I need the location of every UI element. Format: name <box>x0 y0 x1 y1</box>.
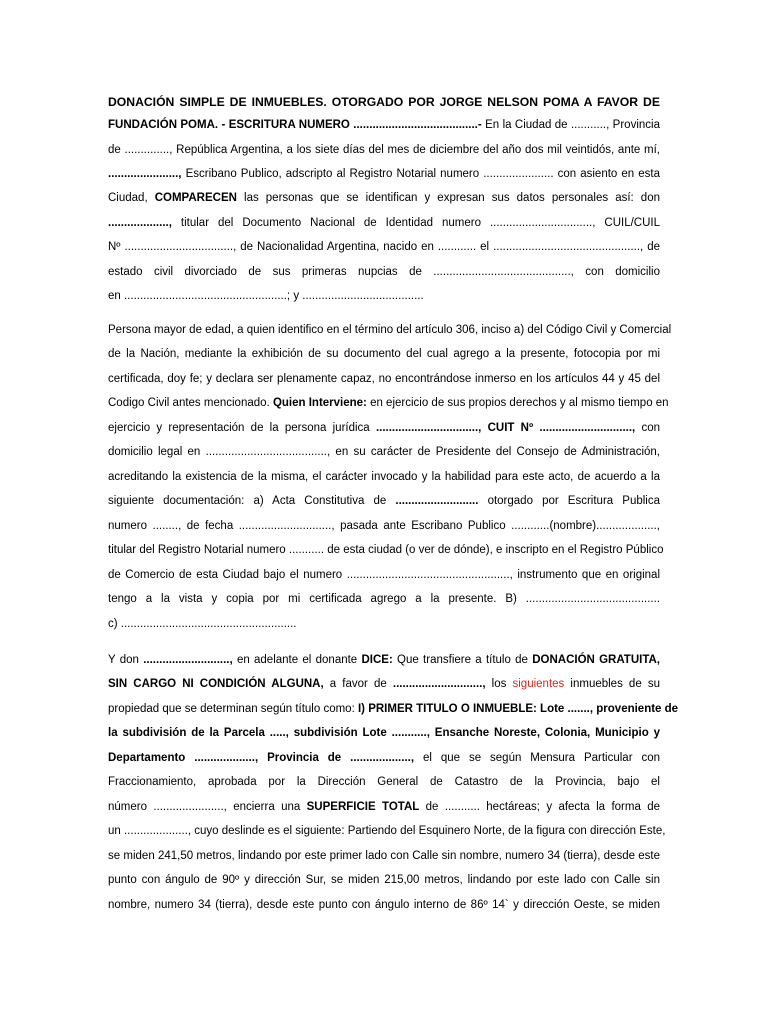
text-line: un ...................., cuyo deslinde es el siguiente: Partiendo del Esquinero Norte, de la figura con dirección Este, <box>108 825 666 837</box>
text-line: tengo a la vista y copia por mi certificada agrego a la presente. B) .......................................... <box>108 593 660 605</box>
text-line: en ...................................................; y ...................................... <box>108 290 424 302</box>
text-line: Codigo Civil antes mencionado. Quien Interviene: en ejercicio de sus propios derechos y al mismo tiempo en <box>108 397 669 409</box>
text-line: nombre, numero 34 (tierra), desde este punto con ángulo interno de 86º 14` y dirección Oeste, se miden <box>108 899 660 911</box>
highlighted-word: siguientes <box>512 678 565 690</box>
text-line: ..................., titular del Documento Nacional de Identidad numero ................................, CUIL/CUIL <box>108 217 660 229</box>
text-line: SIN CARGO NI CONDICIÓN ALGUNA, a favor de ............................, los siguientes inmuebles de su <box>108 678 660 690</box>
text-line: domicilio legal en ......................................, en su carácter de Presidente del Consejo de Administración, <box>108 446 660 458</box>
document-title: DONACIÓN SIMPLE DE INMUEBLES. OTORGADO POR JORGE NELSON POMA A FAVOR DE <box>108 95 660 109</box>
text-line: numero ........, de fecha ............................., pasada ante Escribano Publico ............(nombre)..................., <box>108 520 660 532</box>
text-line: certificada, doy fe; y declara ser plenamente capaz, no encontrándose inmerso en los artículos 44 y 45 del <box>108 373 660 385</box>
text-line: c) ....................................................... <box>108 618 297 630</box>
text-line: siguiente documentación: a) Acta Constitutiva de .......................... otorgado por Escritura Publica <box>108 495 661 507</box>
text-line: punto con ángulo de 90º y dirección Sur, se miden 215,00 metros, lindando por este lado con Calle sin <box>108 874 660 886</box>
text-line: Nº .................................., de Nacionalidad Argentina, nacido en ............ el .............................................., de <box>108 241 660 253</box>
text-line: se miden 241,50 metros, lindando por este primer lado con Calle sin nombre, numero 34 (tierra), desde este <box>108 850 660 862</box>
text-line: la subdivisión de la Parcela ....., subdivisión Lote ..........., Ensanche Noreste, Colonia, Municipio y <box>108 727 660 739</box>
text-line: acreditando la existencia de la misma, el carácter invocado y la habilidad para este acto, de acuerdo a la <box>108 471 660 483</box>
text-line: propiedad que se determinan según título como: I) PRIMER TITULO O INMUEBLE: Lote ......., proveniente de <box>108 703 679 715</box>
text-line: estado civil divorciado de sus primeras nupcias de ..........................................., con domicilio <box>108 266 660 278</box>
text-line: Ciudad, COMPARECEN las personas que se identifican y expresan sus datos personales así: don <box>108 192 660 204</box>
text-line: FUNDACIÓN POMA. - ESCRITURA NUMERO .......................................- En la Ciudad de ..........., Provincia <box>108 119 660 131</box>
text-line: Y don ..........................., en adelante el donante DICE: Que transfiere a título de DONACIÓN GRATUITA, <box>108 654 660 666</box>
text-line: Fraccionamiento, aprobada por la Dirección General de Catastro de la Provincia, bajo el <box>108 776 660 788</box>
text-line: número ......................, encierra una SUPERFICIE TOTAL de ........... hectáreas; y afecta la forma de <box>108 801 660 813</box>
document-title-cont: FUNDACIÓN POMA. - ESCRITURA NUMERO .......................................- <box>108 119 486 131</box>
text-line: titular del Registro Notarial numero ........... de esta ciudad (o ver de dónde), e inscripto en el Registro Público <box>108 544 664 556</box>
text-line: Departamento ..................., Provincia de ..................., el que se según Mensura Particular con <box>108 752 660 764</box>
text-line: ejercicio y representación de la persona jurídica ................................, CUIT Nº ............................., con <box>108 422 660 434</box>
text-line: de Comercio de esta Ciudad bajo el numero ..................................................., instrumento que en original <box>108 569 660 581</box>
text-line: de .............., República Argentina, a los siete días del mes de diciembre del año dos mil veintidós, ante mí, <box>108 144 660 156</box>
text-line: de la Nación, mediante la exhibición de su documento del cual agrego a la presente, fotocopia por mi <box>108 348 660 360</box>
text-line <box>108 95 660 109</box>
text-line: ......................, Escribano Publico, adscripto al Registro Notarial numero ...................... con asiento en esta <box>108 168 660 180</box>
text-line: Persona mayor de edad, a quien identifico en el término del artículo 306, inciso a) del Código Civil y Comercial <box>108 324 672 336</box>
